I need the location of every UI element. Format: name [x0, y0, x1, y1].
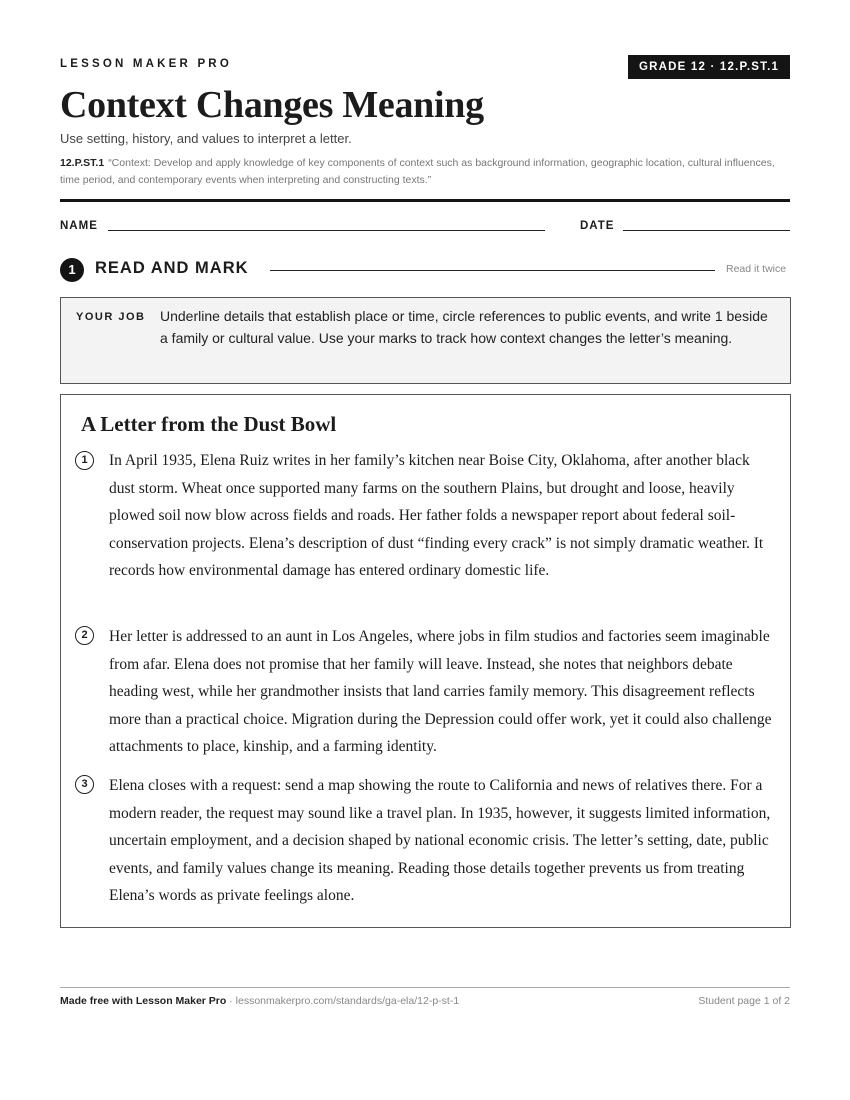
paragraph-1: In April 1935, Elena Ruiz writes in her family’s kitchen near Boise City, Oklahoma, after another black dust storm. Wheat once supported many farms on the southern Plains, but drought and loose, heavily plowed soil now blow across fields and roads. Her father folds a newspaper report about federal soil-conservation projects. Elena’s description of dust “finding every crack” is not simply dramatic weather. It records how environmental damage has entered ordinary domestic life. [109, 452, 764, 579]
page-indicator: Student page 1 of 2 [698, 995, 790, 1007]
standard-description [60, 155, 795, 189]
paragraph-2: Her letter is addressed to an aunt in Los Angeles, where jobs in film studios and factories seem imaginable from afar. Elena does not promise that her family will leave. Instead, she notes that neighbors debate heading west, while her grandmother insists that land carries family memory. This disagreement reflects more than a practical choice. Migration during the Depression could offer work, yet it could also challenge attachments to place, kinship, and a farming identity. [109, 628, 772, 755]
date-field-line[interactable] [623, 230, 790, 231]
standard-text: “Context: Develop and apply knowledge of key components of context such as background information, geographic location, cultural influences, time period, and contemporary events when interpreting and constructing texts.” [60, 157, 775, 186]
section-rule [270, 270, 715, 271]
section-number-badge: 1 [60, 258, 84, 282]
paragraph-number-2: 2 [75, 626, 94, 645]
name-field-line[interactable] [108, 230, 545, 231]
paragraph-number-1: 1 [75, 451, 94, 470]
footer-url[interactable]: · lessonmakerpro.com/standards/ga-ela/12-p-st-1 [226, 995, 460, 1007]
date-label: DATE [580, 220, 615, 232]
footer-made-with: Made free with Lesson Maker Pro [60, 995, 227, 1007]
section-title: READ AND MARK [95, 259, 249, 277]
reading-passage [60, 394, 791, 928]
instructions-text: Underline details that establish place or time, circle references to public events, and write 1 beside a family or cultural value. Use your marks to track how context changes the letter’s meaning. [160, 308, 768, 346]
footer-divider [60, 987, 790, 988]
passage-title: A Letter from the Dust Bowl [81, 412, 337, 436]
instructions-label: YOUR JOB [76, 311, 146, 323]
section-note: Read it twice [726, 263, 787, 275]
paragraph-3: Elena closes with a request: send a map showing the route to California and news of relatives there. For a modern reader, the request may sound like a travel plan. In 1935, however, it suggests limited information, uncertain employment, and a decision shaped by national economic crisis. The letter’s setting, date, public events, and family values change its meaning. Reading those details together prevents us from treating Elena’s words as private feelings alone. [109, 777, 771, 904]
page-title: Context Changes Meaning [60, 84, 484, 126]
footer-credit [60, 995, 459, 1007]
instructions-box [60, 297, 791, 384]
paragraph-number-3: 3 [75, 775, 94, 794]
standard-code: 12.P.ST.1 [60, 157, 105, 169]
name-label: NAME [60, 220, 98, 232]
brand-name: LESSON MAKER PRO [60, 58, 232, 70]
grade-badge: GRADE 12 · 12.P.ST.1 [628, 55, 790, 79]
page-subtitle: Use setting, history, and values to interpret a letter. [60, 131, 352, 146]
header-divider [60, 199, 790, 202]
